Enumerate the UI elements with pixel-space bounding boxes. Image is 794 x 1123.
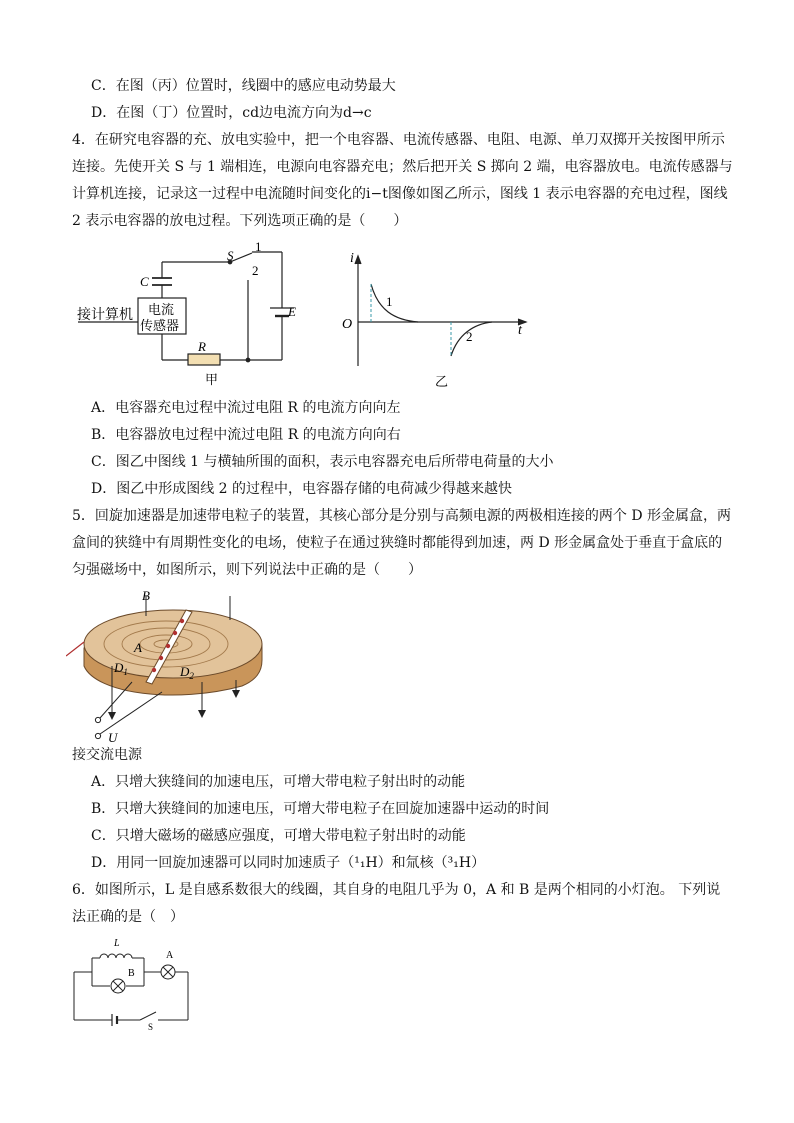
graph-axis-t-label: t [518, 323, 522, 338]
q5-figure-caption: 接交流电源 [72, 747, 142, 763]
circuit-figure-jia [72, 238, 312, 390]
inductor-circuit-figure [68, 934, 198, 1030]
sensor-label-line2: 传感器 [140, 318, 180, 333]
q4-option-b: B．电容器放电过程中流过电阻 R 的电流方向向右 [91, 427, 401, 443]
cyclotron-label-d1: $D_1$ [114, 660, 128, 677]
lamp-label-b: B [128, 968, 135, 979]
q3-option-c: C．在图（丙）位置时，线圈中的感应电动势最大 [91, 78, 396, 94]
cyclotron-label-d2: $D_2$ [180, 664, 194, 681]
q5-stem-line1: 5．回旋加速器是加速带电粒子的装置，其核心部分是分别与高频电源的两极相连接的两个 D 形金属盒，两 [72, 508, 732, 524]
switch-contact-2: 2 [252, 263, 259, 278]
figure-caption-yi: 乙 [435, 374, 449, 389]
q5-option-b: B．只增大狭缝间的加速电压，可增大带电粒子在回旋加速器中运动的时间 [91, 801, 550, 817]
resistor-label: R [198, 339, 206, 354]
q4-option-c: C．图乙中图线 1 与横轴所围的面积，表示电容器充电后所带电荷量的大小 [91, 454, 554, 470]
figure-caption-jia: 甲 [205, 372, 219, 387]
it-graph-figure-yi [336, 248, 536, 390]
q5-option-a: A．只增大狭缝间的加速电压，可增大带电粒子射出时的动能 [91, 774, 466, 790]
sensor-label-line1: 电流 [148, 302, 175, 317]
battery-label: E [288, 304, 296, 319]
curve-1-label: 1 [386, 294, 393, 309]
q5-stem-line2: 盒间的狭缝中有周期性变化的电场，使粒子在通过狭缝时都能得到加速，两 D 形金属盒处于垂直于盒底的 [72, 535, 723, 551]
q4-option-a: A．电容器充电过程中流过电阻 R 的电流方向向左 [91, 400, 401, 416]
switch-label-s: S [148, 1022, 154, 1030]
q4-stem-line3: 计算机连接，记录这一过程中电流随时间变化的i−t图像如图乙所示，图线 1 表示电容器的充电过程，图线 [72, 186, 728, 202]
q5-stem-line3: 匀强磁场中，如图所示，则下列说法中正确的是（ ） [72, 562, 422, 578]
cyclotron-label-a: A [134, 640, 142, 655]
q4-stem-line4: 2 表示电容器的放电过程。下列选项正确的是（ ） [72, 213, 408, 229]
curve-2-label: 2 [466, 329, 473, 344]
q4-option-d: D．图乙中形成图线 2 的过程中，电容器存储的电荷减少得越来越快 [91, 481, 513, 497]
computer-label: 接计算机 [77, 308, 133, 323]
q6-stem-line2: 法正确的是（ ） [72, 909, 184, 925]
cyclotron-label-u: U [108, 730, 118, 745]
q5-option-c: C．只增大磁场的磁感应强度，可增大带电粒子射出时的动能 [91, 828, 466, 844]
switch-contact-1: 1 [255, 239, 262, 254]
q5-option-d: D．用同一回旋加速器可以同时加速质子（¹₁H）和氚核（³₁H） [91, 855, 486, 871]
cyclotron-label-b: B [142, 588, 150, 603]
q4-stem-line2: 连接。先使开关 S 与 1 端相连，电源向电容器充电；然后把开关 S 掷向 2 端，电容器放电。电流传感器与 [72, 159, 733, 175]
q4-stem-line1: 4．在研究电容器的充、放电实验中，把一个电容器、电流传感器、电阻、电源、单刀双掷开关按图甲所示 [72, 132, 725, 148]
q3-option-d: D．在图（丁）位置时，cd边电流方向为d→c [91, 105, 372, 121]
cyclotron-figure [66, 586, 276, 746]
lamp-label-a: A [166, 950, 174, 961]
graph-origin-label: O [342, 317, 353, 332]
inductor-label-l: L [114, 938, 120, 949]
capacitor-label: C [140, 274, 149, 289]
q6-stem-line1: 6．如图所示，L 是自感系数很大的线圈，其自身的电阻几乎为 0，A 和 B 是两个相同的小灯泡。 下列说 [72, 882, 721, 898]
switch-label-s: S [227, 248, 234, 263]
graph-axis-i-label: i [350, 251, 354, 266]
